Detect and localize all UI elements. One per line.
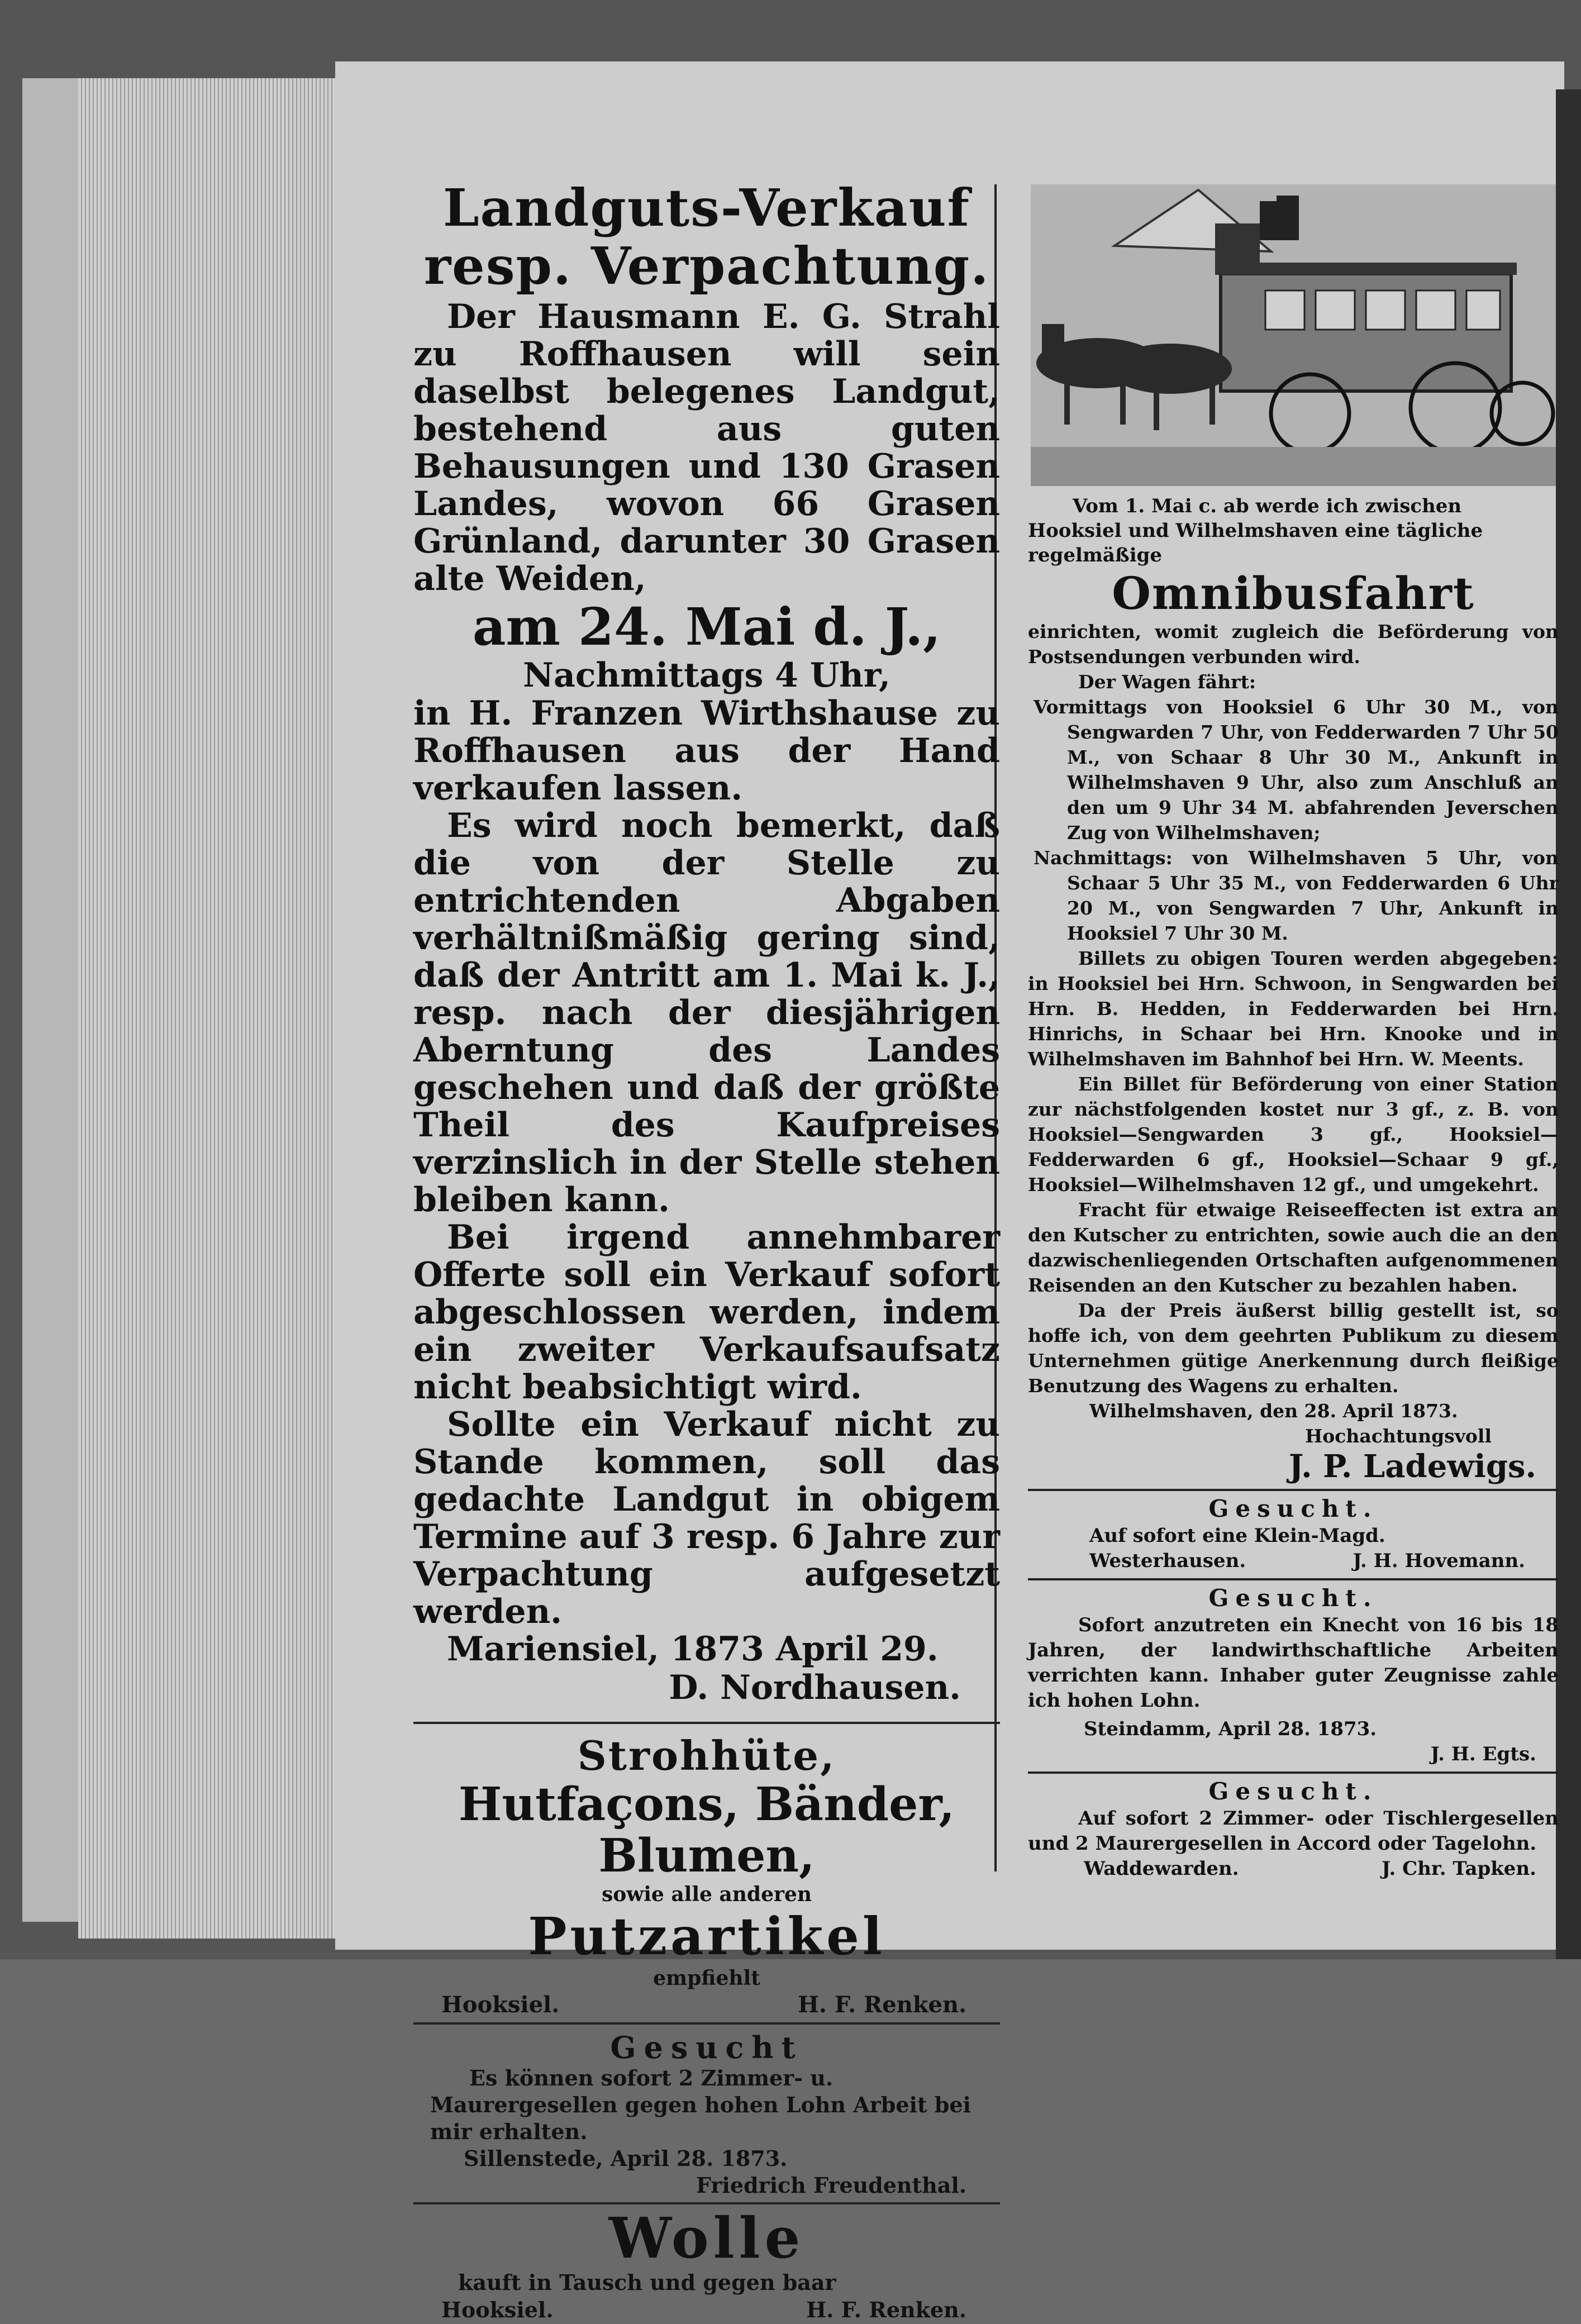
- separator-r1: [1028, 1489, 1559, 1491]
- omnibus-p1: einrichten, womit zugleich die Beförderung von Postsendungen verbunden wird.: [1028, 621, 1559, 668]
- landgut-body-2: Es wird noch bemerkt, daß die von der Stelle zu entrichtenden Abgaben verhältnißmäßig gering sind, daß der Antritt am 1. Mai k. J., resp. nach der diesjährigen Aberntung des Landes geschehen und daß der größte Theil des Kaufpreises verzinslich in der Stelle stehen bleiben kann.: [413, 806, 1000, 1220]
- gesucht-3-body: Sofort anzutreten ein Knecht von 16 bis 18 Jahren, der landwirthschaftliche Arbeiten verrichten kann. Inhaber guter Zeugnisse zahle ich hohen Lohn.: [1028, 1614, 1559, 1712]
- landgut-body-1: Der Hausmann E. G. Strahl zu Roffhausen will sein daselbst belegenes Landgut, bestehend aus guten Behausungen und 130 Grasen Landes, wovon 66 Grasen Grünland, darunter 30 Grasen alte Weiden,: [413, 297, 1000, 598]
- separator-1: [413, 1722, 1000, 1724]
- landgut-dateline: Mariensiel, 1873 April 29.: [447, 1630, 939, 1669]
- gesucht-1-body: Es können sofort 2 Zimmer- u. Maurergesellen gegen hohen Lohn Arbeit bei mir erhalten.: [430, 2065, 971, 2144]
- omnibus-p4: Nachmittags: von Wilhelmshaven 5 Uhr, von Schaar 5 Uhr 35 M., von Fedderwarden 6 Uhr 20 M., von Sengwarden 7 Uhr, Ankunft in Hooksiel 7 Uhr 30 M.: [1034, 847, 1559, 944]
- gesucht-2-header: Gesucht.: [1208, 1495, 1378, 1522]
- landgut-body-3: Bei irgend annehmbarer Offerte soll ein Verkauf sofort abgeschlossen werden, indem ein zweiter Verkaufsaufsatz nicht beabsichtigt wird.: [413, 1218, 1000, 1407]
- omnibus-intro: Vom 1. Mai c. ab werde ich zwischen Hooksiel und Wilhelmshaven eine tägliche regelmäßige: [1028, 495, 1483, 566]
- landgut-body-4: Sollte ein Verkauf nicht zu Stande kommen, soll das gedachte Landgut in obigem Termine auf 3 resp. 6 Jahre zur Verpachtung aufgesetzt werden.: [413, 1405, 1000, 1631]
- separator-3: [413, 2202, 1000, 2204]
- gesucht-2-signature: J. H. Hovemann.: [1353, 1550, 1525, 1572]
- wolle-sig-row: [413, 2296, 1000, 2324]
- putz-signature: H. F. Renken.: [798, 1992, 966, 2018]
- putz-line-5: empfiehlt: [653, 1966, 760, 1990]
- wolle-signature: H. F. Renken.: [806, 2297, 966, 2322]
- separator-r2: [1028, 1578, 1559, 1580]
- gesucht-4-place: Waddewarden.: [1084, 1858, 1239, 1880]
- binding-shadow: [1556, 89, 1581, 1959]
- omnibus-p3: Vormittags von Hooksiel 6 Uhr 30 M., von Sengwarden 7 Uhr, von Fedderwarden 7 Uhr 50 M., von Schaar 8 Uhr 30 M., Ankunft in Wilhelmshaven 9 Uhr, also zum Anschluß an den um 9 Uhr 34 M. abfahrenden Jeverschen Zug von Wilhelmshaven;: [1034, 696, 1559, 844]
- putz-place: Hooksiel.: [441, 1992, 560, 2018]
- gesucht-4-advert: [1028, 1777, 1559, 1882]
- omnibus-p6: Ein Billet für Beförderung von einer Station zur nächstfolgenden kostet nur 3 gf., z. B. von Hooksiel—Sengwarden 3 gf., Hooksiel—Fedderwarden 6 gf., Hooksiel—Schaar 9 gf., Hooksiel—Wilhelmshaven 12 gf., und umgekehrt.: [1028, 1073, 1559, 1196]
- wolle-place: Hooksiel.: [441, 2297, 554, 2322]
- gesucht-3-signature: J. H. Egts.: [1430, 1743, 1536, 1765]
- page-stack-edges: [78, 78, 341, 1939]
- putz-advert: [413, 1733, 1000, 2019]
- gesucht-3-header: Gesucht.: [1208, 1584, 1378, 1612]
- gesucht-2-advert: [1028, 1494, 1559, 1574]
- gesucht-1-header: Gesucht: [610, 2030, 803, 2065]
- landgut-advert: [413, 179, 1000, 1707]
- gesucht-2-sig-row: [1028, 1549, 1559, 1574]
- gesucht-4-body: Auf sofort 2 Zimmer- oder Tischlergesellen und 2 Maurergesellen in Accord oder Tagelohn.: [1028, 1807, 1559, 1855]
- landgut-place: in H. Franzen Wirthshause zu Roffhausen aus der Hand verkaufen lassen.: [413, 694, 1000, 808]
- omnibus-p8: Da der Preis äußerst billig gestellt ist, so hoffe ich, von dem geehrten Publikum zu diesem Unternehmen gütige Anerkennung durch fleißige Benutzung des Wagens zu erhalten.: [1028, 1299, 1559, 1397]
- gesucht-4-header: Gesucht.: [1208, 1778, 1378, 1805]
- landgut-title-2: resp. Verpachtung.: [423, 236, 990, 296]
- putz-line-2: Hutfaçons, Bänder, Blumen,: [458, 1778, 955, 1883]
- omnibus-title: Omnibusfahrt: [1112, 567, 1475, 620]
- putz-line-3: sowie alle anderen: [601, 1883, 812, 1906]
- gesucht-2-place: Westerhausen.: [1089, 1550, 1246, 1572]
- gesucht-1-signature: Friedrich Freudenthal.: [696, 2173, 966, 2198]
- landgut-time: Nachmittags 4 Uhr,: [523, 656, 890, 695]
- omnibus-illustration: [1031, 184, 1556, 486]
- putz-line-4: Putzartikel: [528, 1906, 885, 1966]
- landgut-date: am 24. Mai d. J.,: [472, 597, 941, 657]
- stagecoach-engraving: [1031, 184, 1556, 486]
- gesucht-4-signature: J. Chr. Tapken.: [1382, 1858, 1536, 1880]
- gesucht-3-dateline: Steindamm, April 28. 1873.: [1084, 1718, 1377, 1740]
- omnibus-dateline: Wilhelmshaven, den 28. April 1873.: [1089, 1400, 1458, 1422]
- omnibus-advert: [1028, 184, 1559, 1484]
- wolle-title: Wolle: [608, 2205, 805, 2271]
- separator-2: [413, 2022, 1000, 2025]
- landgut-signature: D. Nordhausen.: [669, 1668, 961, 1707]
- gesucht-3-advert: [1028, 1584, 1559, 1767]
- omnibus-p5: Billets zu obigen Touren werden abgegeben: in Hooksiel bei Hrn. Schwoon, in Sengwarden bei Hrn. B. Hedden, in Fedderwarden bei Hrn. Hinrichs, in Schaar bei Hrn. Knooke und in Wilhelmshaven im Bahnhof bei Hrn. W. Meents.: [1028, 947, 1559, 1070]
- gesucht-1-dateline: Sillenstede, April 28. 1873.: [464, 2146, 788, 2171]
- wolle-advert: [413, 2207, 1000, 2324]
- left-column: [413, 179, 1000, 2324]
- omnibus-p7: Fracht für etwaige Reiseeffecten ist extra an den Kutscher zu entrichten, sowie auch die an den dazwischenliegenden Ortschaften aufgenommenen Reisenden an den Kutscher zu bezahlen haben.: [1028, 1199, 1559, 1296]
- omnibus-closing: Hochachtungsvoll: [1305, 1425, 1492, 1447]
- gesucht-4-sig-row: [1028, 1856, 1559, 1882]
- landgut-title-1: Landguts-Verkauf: [442, 178, 971, 238]
- right-column: [1028, 184, 1559, 1882]
- wolle-body: kauft in Tausch und gegen baar: [458, 2270, 836, 2295]
- putz-line-1: Strohhüte,: [577, 1732, 836, 1779]
- omnibus-signature: J. P. Ladewigs.: [1288, 1448, 1536, 1485]
- putz-sig-row: [413, 1991, 1000, 2019]
- gesucht-1-advert: [413, 2030, 1000, 2199]
- gesucht-2-body: Auf sofort eine Klein-Magd.: [1089, 1525, 1385, 1547]
- separator-r3: [1028, 1771, 1559, 1774]
- omnibus-p2: Der Wagen fährt:: [1078, 671, 1256, 693]
